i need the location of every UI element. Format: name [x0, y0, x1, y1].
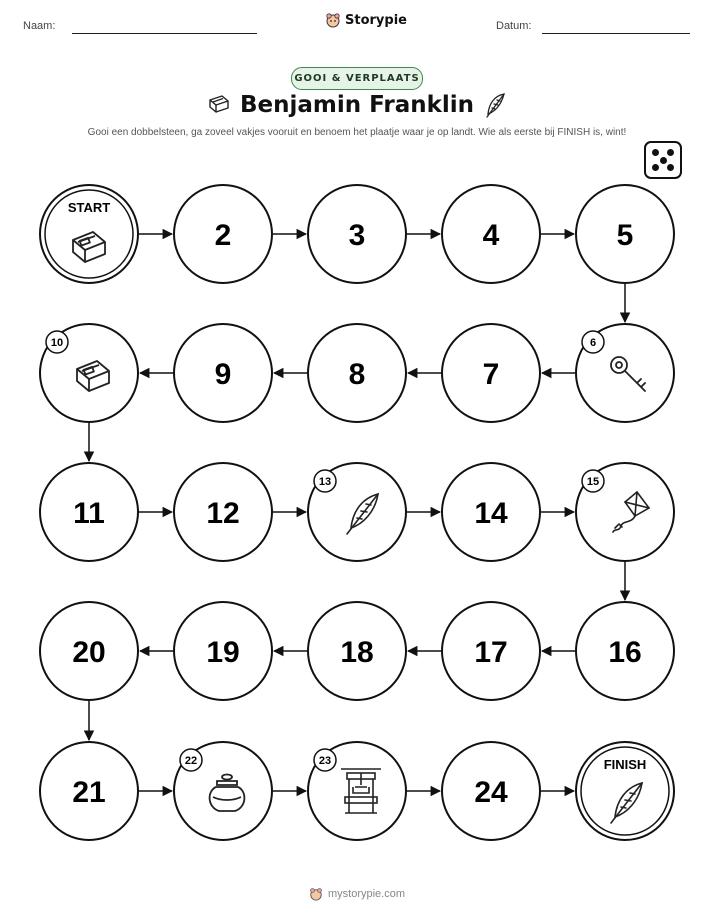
space-number: 14 — [474, 497, 508, 530]
space-number-badge: 6 — [589, 337, 597, 349]
space-number-badge: 23 — [318, 755, 332, 767]
space-number: 11 — [73, 497, 105, 530]
board-space-12[interactable] — [174, 463, 272, 561]
instructions: Gooi een dobbelsteen, ga zoveel vakjes vooruit en benoem het plaatje waar je op landt. Wie als eerste bij FINISH is, wint! — [87, 127, 627, 138]
space-number-badge: 13 — [318, 476, 332, 488]
start-space[interactable] — [40, 185, 138, 283]
board-space-15[interactable] — [576, 463, 674, 561]
board-space-17[interactable] — [442, 602, 540, 700]
board-space-24[interactable] — [442, 742, 540, 840]
space-number: 2 — [214, 219, 232, 252]
finish-space[interactable] — [576, 742, 674, 840]
space-number-badge: 15 — [586, 476, 600, 488]
space-number: 18 — [340, 636, 374, 669]
board-space-2[interactable] — [174, 185, 272, 283]
board-space-19[interactable] — [174, 602, 272, 700]
space-number-badge: 22 — [184, 755, 198, 767]
page-title: Benjamin Franklin — [239, 92, 475, 118]
board-space-16[interactable] — [576, 602, 674, 700]
space-number: 19 — [206, 636, 240, 669]
space-number-badge: 10 — [50, 337, 64, 349]
board-space-6[interactable] — [576, 324, 674, 422]
space-number: 3 — [348, 219, 366, 252]
board-space-14[interactable] — [442, 463, 540, 561]
board-space-23[interactable] — [308, 742, 406, 840]
start-label: START — [67, 200, 111, 215]
space-number: 20 — [72, 636, 106, 669]
mascot-icon — [309, 887, 323, 901]
board-space-4[interactable] — [442, 185, 540, 283]
space-number: 24 — [474, 776, 508, 809]
board-space-11[interactable] — [40, 463, 138, 561]
space-number: 8 — [348, 358, 366, 391]
space-number: 4 — [482, 219, 500, 252]
space-number: 7 — [482, 358, 500, 391]
board-space-10[interactable] — [40, 324, 138, 422]
game-type-badge: GOOI & VERPLAATS — [291, 67, 423, 90]
space-number: 21 — [72, 776, 106, 809]
footer — [0, 887, 714, 901]
space-number: 17 — [474, 636, 508, 669]
date-label: Datum: — [496, 20, 532, 32]
board-space-7[interactable] — [442, 324, 540, 422]
board-space-8[interactable] — [308, 324, 406, 422]
board-space-3[interactable] — [308, 185, 406, 283]
footer-url[interactable]: mystorypie.com — [327, 888, 406, 900]
space-number: 5 — [616, 219, 634, 252]
board-space-21[interactable] — [40, 742, 138, 840]
name-label: Naam: — [23, 20, 56, 32]
brand-name: Storypie — [345, 12, 407, 28]
space-number: 9 — [214, 358, 232, 391]
board-space-18[interactable] — [308, 602, 406, 700]
space-number: 16 — [608, 636, 642, 669]
board-space-20[interactable] — [40, 602, 138, 700]
space-number: 12 — [206, 497, 240, 530]
board-space-9[interactable] — [174, 324, 272, 422]
finish-label: FINISH — [603, 757, 647, 772]
board-space-5[interactable] — [576, 185, 674, 283]
board-space-13[interactable] — [308, 463, 406, 561]
board-space-22[interactable] — [174, 742, 272, 840]
